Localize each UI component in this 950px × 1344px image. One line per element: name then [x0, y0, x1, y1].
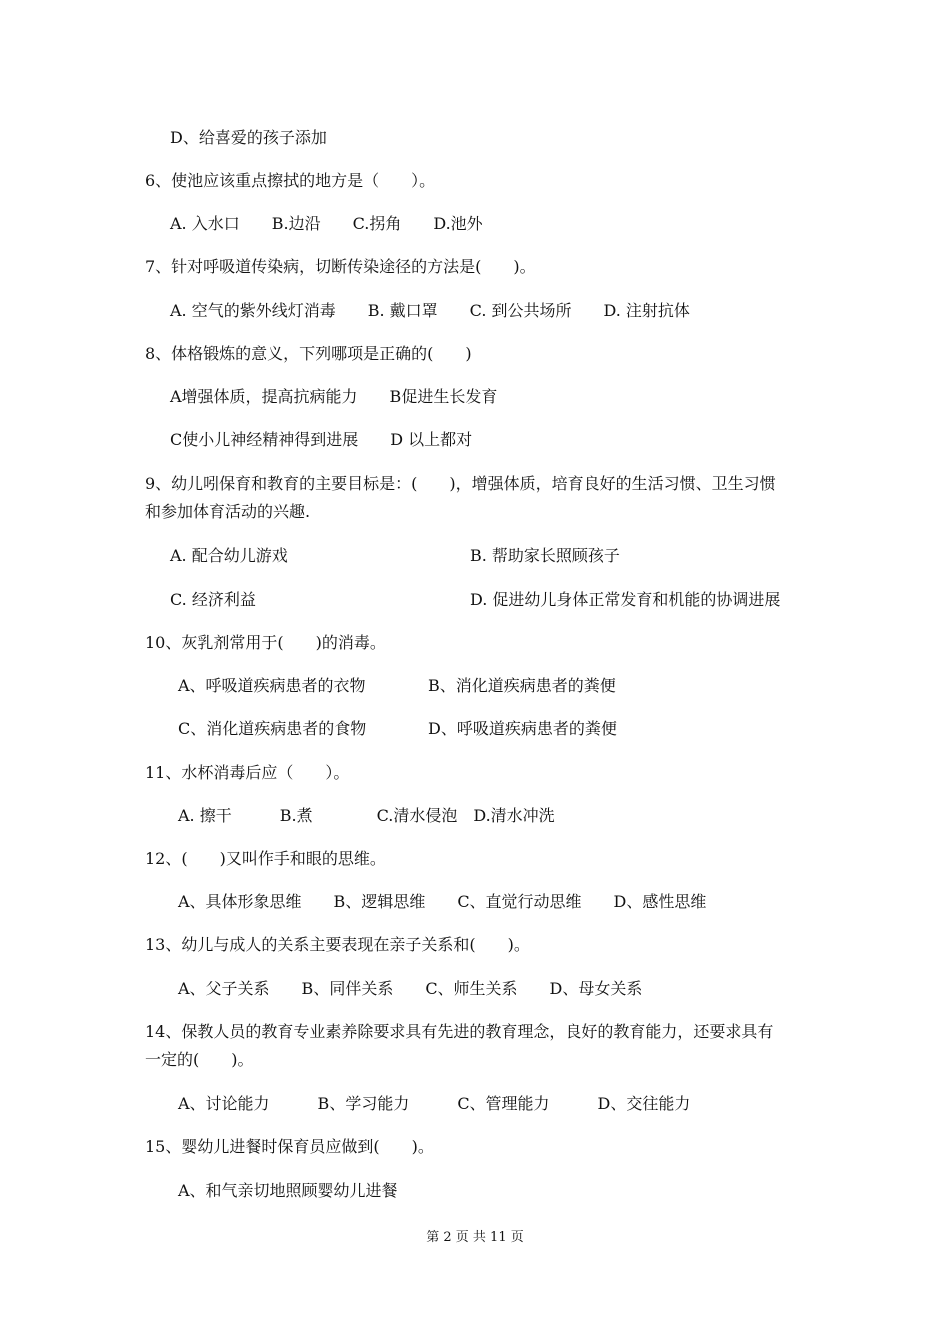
option-10a: A、呼吸道疾病患者的衣物	[178, 676, 366, 695]
option-15a: A、和气亲切地照顾婴幼儿进餐	[178, 1181, 398, 1200]
option-10d: D、呼吸道疾病患者的粪便	[428, 719, 617, 738]
question-7: 7、针对呼吸道传染病，切断传染途径的方法是( )。	[145, 257, 536, 276]
question-11: 11、水杯消毒后应（ ）。	[145, 763, 350, 782]
options-11: A. 擦干 B.煮 C.清水侵泡 D.清水冲洗	[178, 806, 555, 825]
option-9b: B. 帮助家长照顾孩子	[470, 546, 620, 565]
option-9c: C. 经济利益	[170, 590, 256, 609]
options-8-row1: A增强体质，提高抗病能力 B促进生长发育	[170, 387, 498, 406]
options-12: A、具体形象思维 B、逻辑思维 C、直觉行动思维 D、感性思维	[178, 892, 707, 911]
option-5d: D、给喜爱的孩子添加	[170, 128, 327, 147]
options-6: A. 入水口 B.边沿 C.拐角 D.池外	[170, 214, 483, 233]
options-7: A. 空气的紫外线灯消毒 B. 戴口罩 C. 到公共场所 D. 注射抗体	[170, 301, 690, 320]
page-footer: 第 2 页 共 11 页	[426, 1230, 524, 1245]
question-14-line2: 一定的( )。	[145, 1050, 254, 1069]
question-9-line1: 9、幼儿吲保育和教育的主要目标是：( )，增强体质，培育良好的生活习惯、卫生习惯	[145, 474, 776, 493]
options-8-row2: C使小儿神经精神得到进展 D 以上都对	[170, 430, 473, 449]
question-10: 10、灰乳剂常用于( )的消毒。	[145, 633, 386, 652]
option-10c: C、消化道疾病患者的食物	[178, 719, 367, 738]
option-9a: A. 配合幼儿游戏	[170, 546, 288, 565]
question-14-line1: 14、保教人员的教育专业素养除要求具有先进的教育理念，良好的教育能力，还要求具有	[145, 1022, 774, 1041]
question-12: 12、( )又叫作手和眼的思维。	[145, 849, 386, 868]
question-6: 6、使池应该重点擦拭的地方是（ ）。	[145, 171, 436, 190]
option-9d: D. 促进幼儿身体正常发育和机能的协调进展	[470, 590, 781, 609]
question-15: 15、婴幼儿进餐时保育员应做到( )。	[145, 1137, 434, 1156]
option-10b: B、消化道疾病患者的粪便	[428, 676, 616, 695]
question-8: 8、体格锻炼的意义，下列哪项是正确的( )	[145, 344, 472, 363]
question-9-line2: 和参加体育活动的兴趣.	[145, 502, 311, 521]
question-13: 13、幼儿与成人的关系主要表现在亲子关系和( )。	[145, 935, 530, 954]
options-14: A、讨论能力 B、学习能力 C、管理能力 D、交往能力	[178, 1094, 691, 1113]
options-13: A、父子关系 B、同伴关系 C、师生关系 D、母女关系	[178, 979, 643, 998]
